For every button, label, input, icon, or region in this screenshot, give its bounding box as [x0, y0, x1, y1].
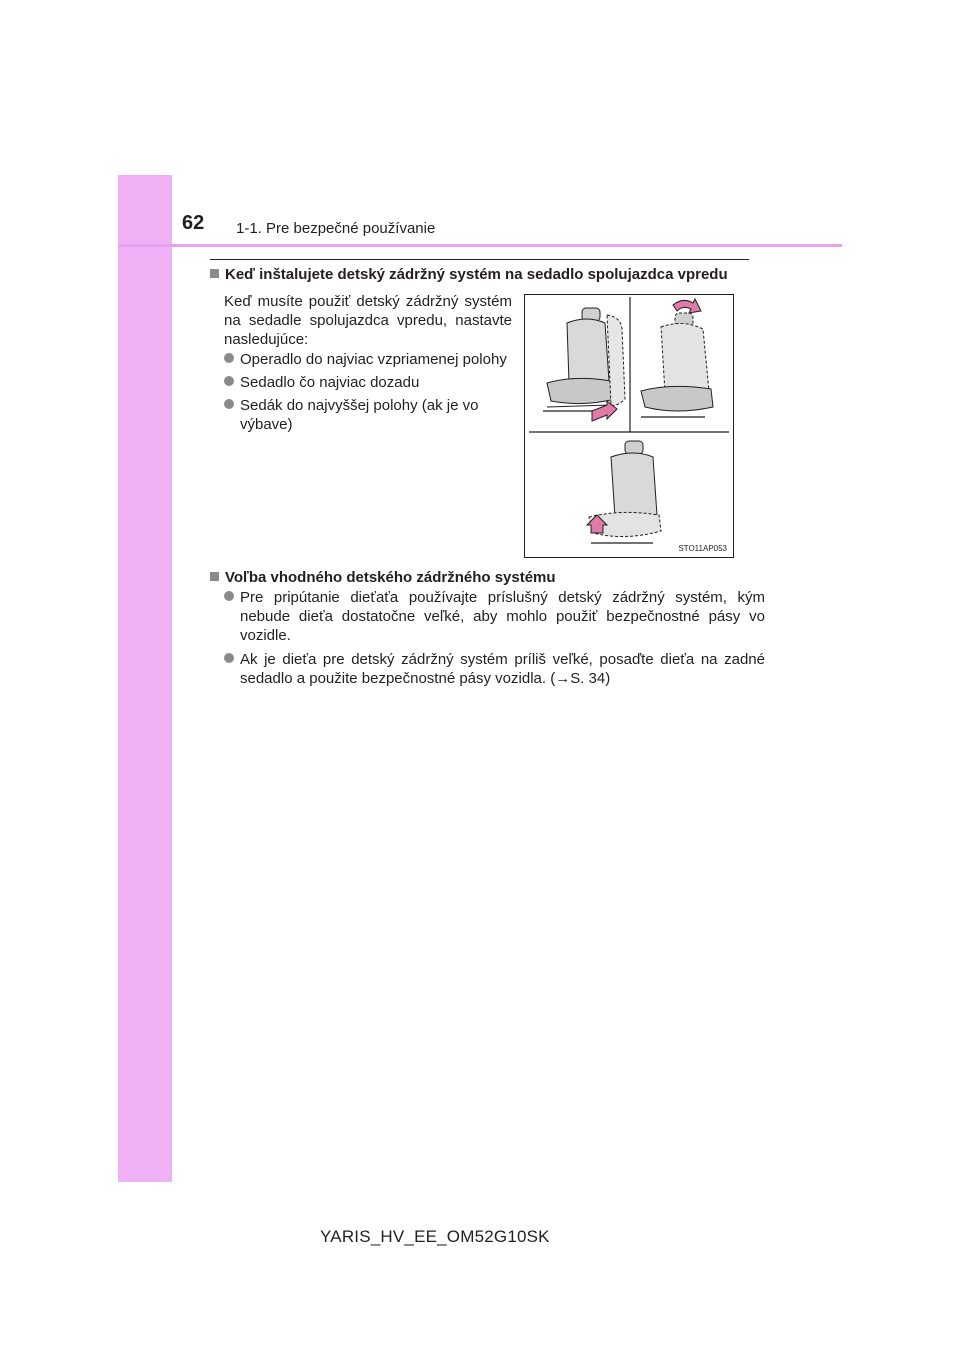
list-item: [224, 350, 507, 369]
seat-icon: [543, 308, 625, 421]
figure-code: STO11AP053: [678, 544, 727, 553]
bullet-dot-icon: [224, 653, 234, 663]
chapter-title: 1-1. Pre bezpečné používanie: [236, 220, 436, 237]
list-item: [224, 650, 765, 688]
list-item-text: Operadlo do najviac vzpriamenej polohy: [240, 351, 507, 368]
list-item: [224, 588, 765, 645]
bullet-dot-icon: [224, 353, 234, 363]
list-item-text: Ak je dieťa pre detský zádržný systém príliš veľké, posaďte dieťa na zadné sedadlo a použite bezpečnostné pásy vozidla. (→S. 34): [240, 651, 765, 687]
section2-heading-text: Voľba vhodného detského zádržného systému: [225, 569, 556, 586]
list-item-text: Sedák do najvyššej polohy (ak je vo výbave): [240, 397, 479, 433]
seat-icon: [587, 441, 661, 543]
seat-icon: [641, 299, 713, 417]
list-item-text: Pre pripútanie dieťaťa používajte príslušný detský zádržný systém, kým nebude dieťa dostatočne veľké, aby mohlo použiť bezpečnostné pásy vo vozidle.: [240, 589, 765, 644]
section1-intro: Keď musíte použiť detský zádržný systém na sedadle spolujazdca vpredu, nastavte nasledujúce:: [224, 293, 512, 348]
section2-heading: [210, 569, 556, 586]
section-rule: [210, 259, 749, 260]
document-code: YARIS_HV_EE_OM52G10SK: [320, 1227, 550, 1246]
seat-illustration: [525, 295, 733, 557]
square-bullet-icon: [210, 269, 219, 278]
list-item: [224, 396, 500, 434]
section1-heading: [210, 266, 728, 283]
list-item-text: Sedadlo čo najviac dozadu: [240, 374, 420, 391]
header-rule: [118, 244, 842, 247]
bullet-dot-icon: [224, 591, 234, 601]
seat-adjustment-figure: [524, 294, 734, 558]
bullet-dot-icon: [224, 399, 234, 409]
section1-heading-text: Keď inštalujete detský zádržný systém na sedadlo spolujazdca vpredu: [225, 266, 728, 283]
bullet-dot-icon: [224, 376, 234, 386]
list-item: [224, 373, 419, 392]
square-bullet-icon: [210, 572, 219, 581]
sidebar-band: [118, 175, 172, 1182]
page-number: 62: [182, 212, 205, 234]
